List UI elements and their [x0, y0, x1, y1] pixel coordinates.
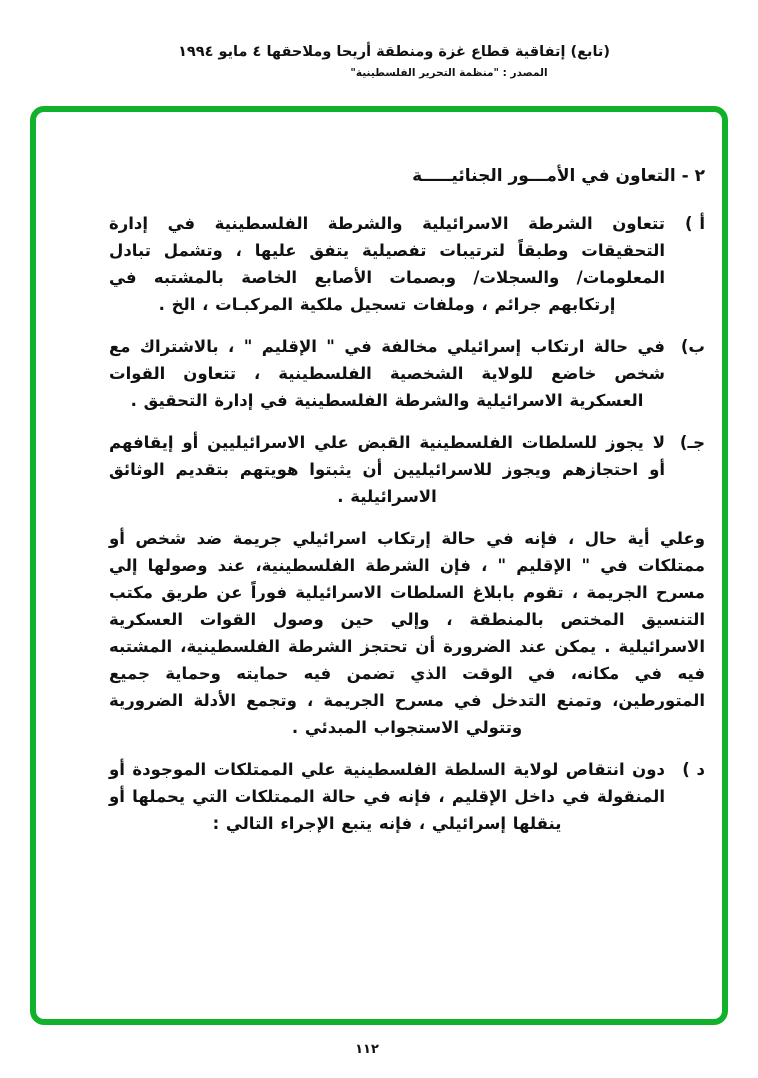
source-line: المصدر : "منظمة التحرير الفلسطينية" [350, 67, 548, 79]
paragraph-d [109, 756, 705, 837]
paragraph-a-text: تتعاون الشرطة الاسرائيلية والشرطة الفلسطينية في إدارة التحقيقات وطبقاً لترتيبات تفصيلية يتفق عليها ، وتشمل تبادل المعلومات/ والسجلات/ وبصمات الأصابع الخاصة بالمشتبه في إرتكابهم جرائم ، وملفات تسجيل ملكية المركبـات ، الخ . [109, 214, 665, 314]
paragraph-continuation-text: وعلي أية حال ، فإنه في حالة إرتكاب اسرائيلي جريمة ضد شخص أو ممتلكات في " الإقليم " ، فإن الشرطة الفلسطينية، عند وصولها إلي مسرح الجريمة ، تقوم بابلاغ السلطات الاسرائيلية فوراً عن طريق مكتب التنسيق المختص بالمنطقة ، وإلي حين وصول القوات العسكرية الاسرائيلية . يمكن عند الضرورة أن تحتجز الشرطة الفلسطينية، المشتبه فيه في مكانه، في الوقت الذي تضمن فيه حمايته وحماية جميع المتورطين، وتمنع التدخل في مسرح الجريمة ، وتجمع الأدلة الضرورية وتتولي الاستجواب المبدئي . [109, 529, 705, 737]
paragraph-j [109, 429, 705, 510]
section-title: ٢ - التعاون في الأمـــور الجنائيـــــة [412, 166, 705, 186]
page-header [178, 44, 610, 79]
paragraph-b-label: ب) [680, 337, 705, 356]
document-content [109, 166, 705, 852]
paragraph-b [109, 333, 705, 414]
paragraph-j-label: جـ) [679, 433, 705, 452]
page-footer [0, 1042, 734, 1057]
paragraph-b-text: في حالة ارتكاب إسرائيلي مخالفة في " الإقليم " ، بالاشتراك مع شخص خاضع للولاية الشخصية الفلسطينية ، تتعاون القوات العسكرية الاسرائيلية والشرطة الفلسطينية في إدارة التحقيق . [109, 337, 665, 410]
paragraph-d-label: د ) [682, 760, 705, 779]
paragraph-a [109, 210, 705, 318]
paragraph-a-label: أ ) [685, 214, 705, 233]
paragraph-continuation [109, 525, 705, 741]
page-number: ١١٢ [355, 1042, 379, 1057]
paragraph-d-text: دون انتقاص لولاية السلطة الفلسطينية علي الممتلكات الموجودة أو المنقولة في داخل الإقليم ، فإنه في حالة الممتلكات التي يحملها أو ينقلها إسرائيلي ، فإنه يتبع الإجراء التالي : [109, 760, 665, 833]
agreement-title: (تابع) إتفاقية قطاع غزة ومنطقة أريحا وملاحقها ٤ مايو ١٩٩٤ [178, 44, 610, 60]
paragraph-j-text: لا يجوز للسلطات الفلسطينية القبض علي الاسرائيليين أو إيقافهم أو احتجازهم ويجوز للاسرائيليين أن يثبتوا هويتهم بتقديم الوثائق الاسرائيلية . [109, 433, 665, 506]
